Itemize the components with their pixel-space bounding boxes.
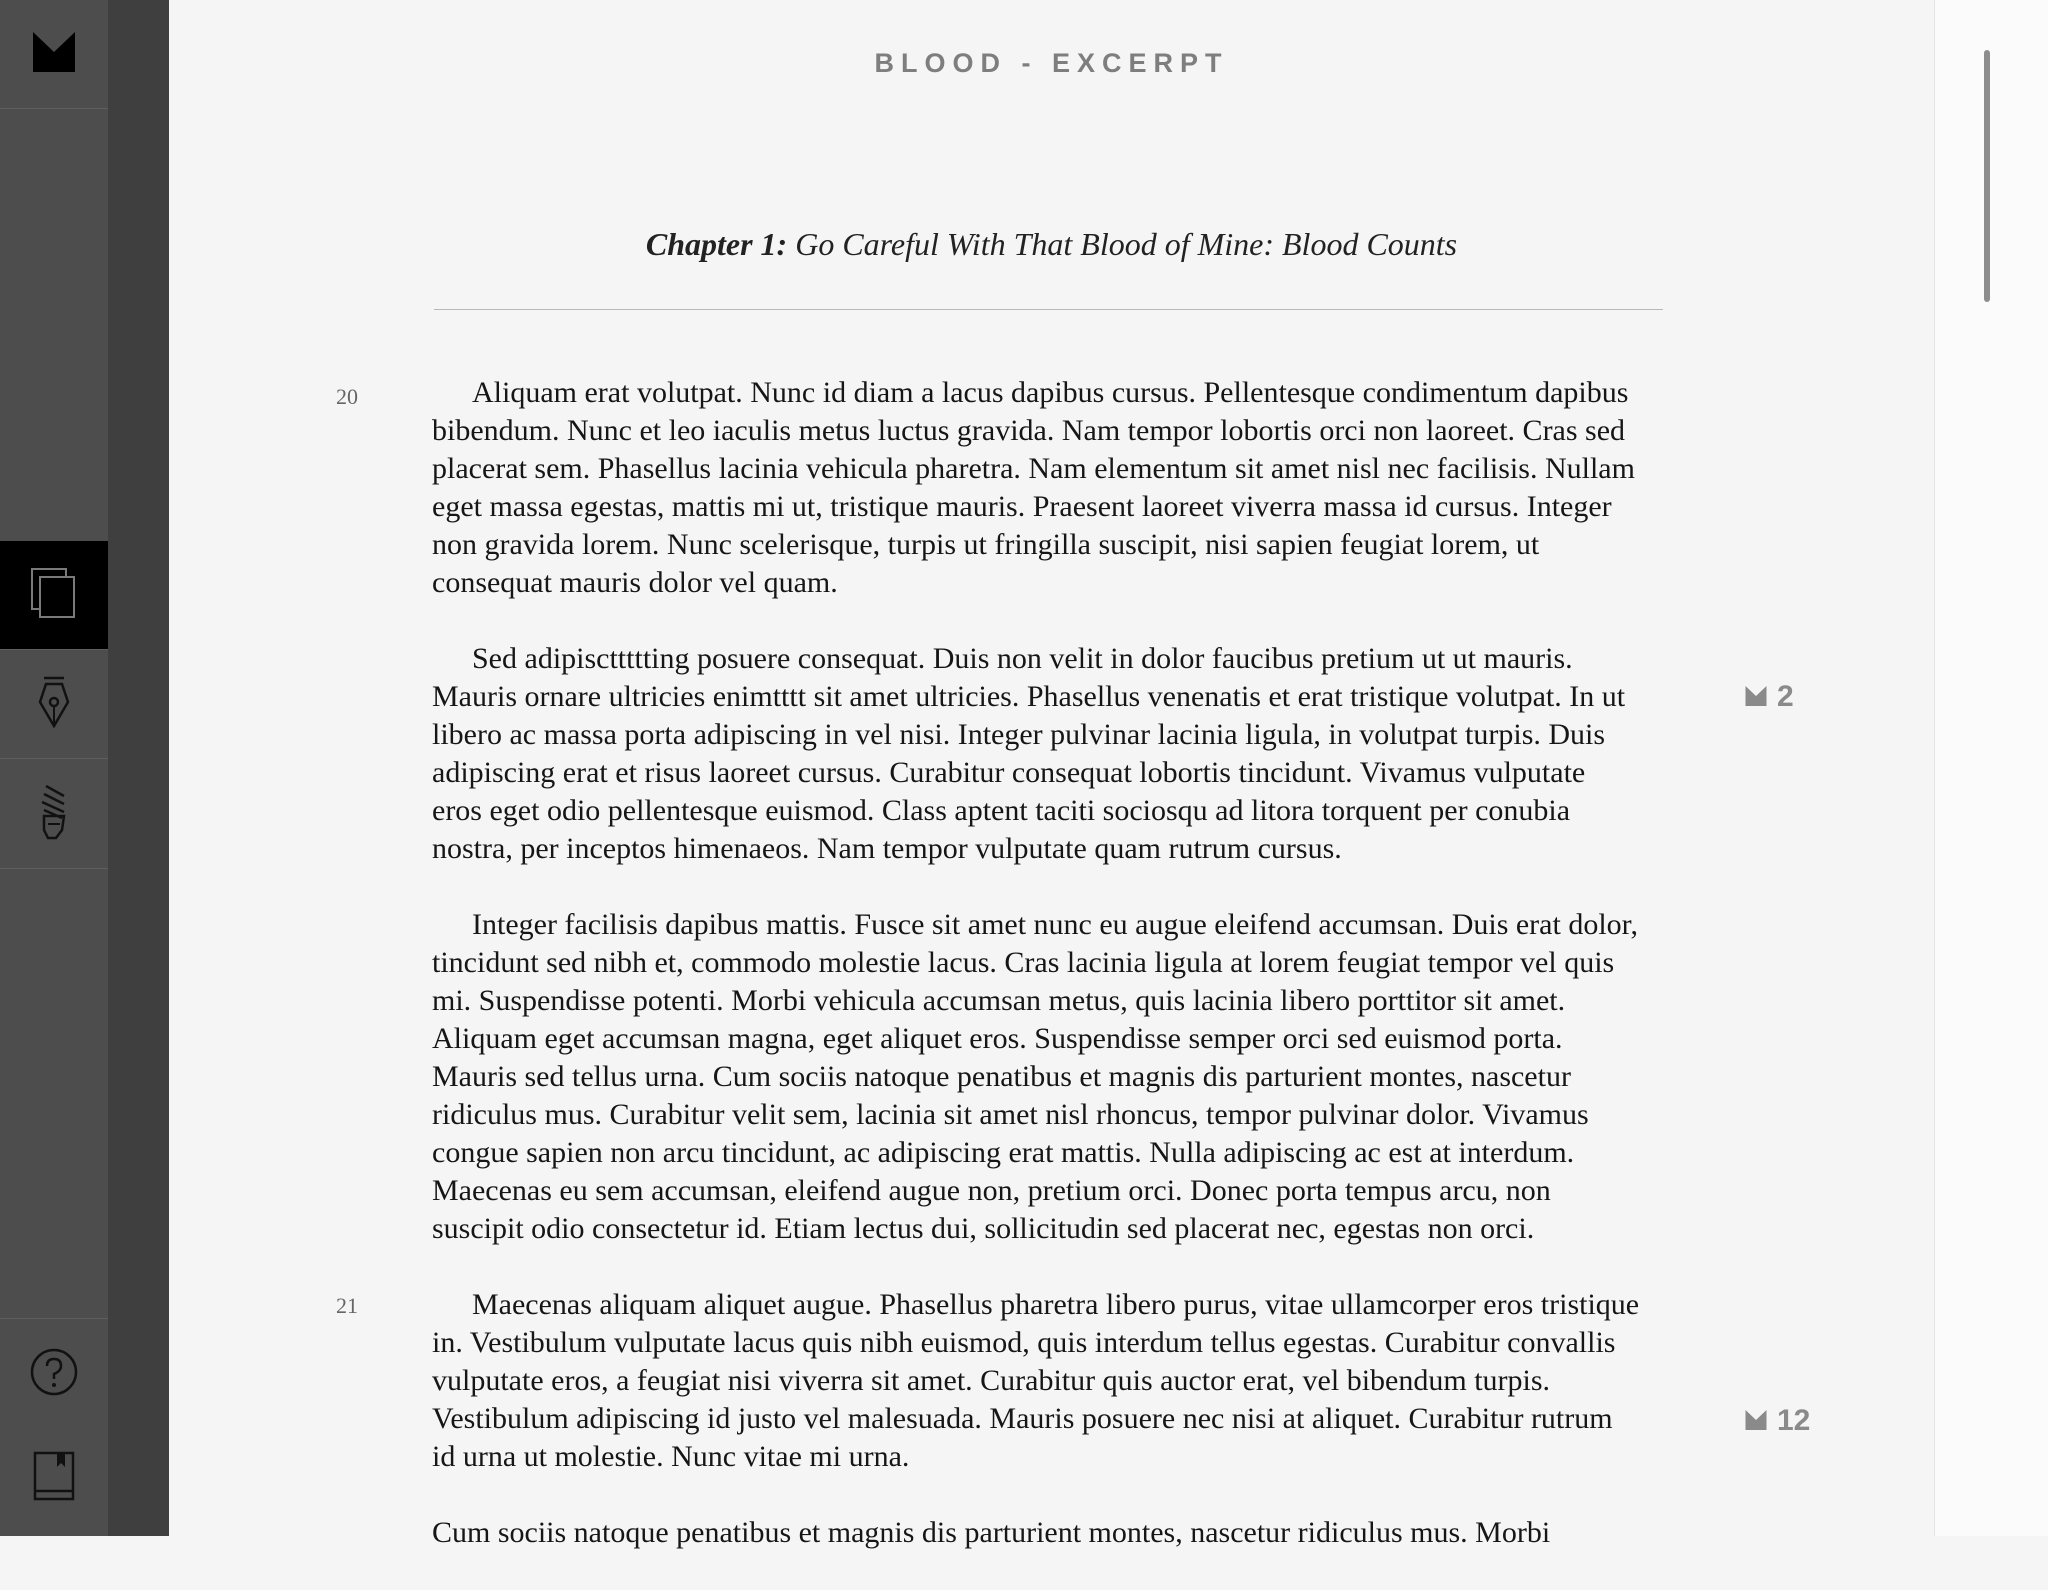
header-divider [434,309,1663,310]
paragraph [432,374,1664,602]
text-line: suscipit odio consectetur id. Etiam lectus dui, sollicitudin sed placerat nec, egestas non orci. [432,1212,1535,1245]
text-line: Vestibulum adipiscing id justo vel malesuada. Mauris posuere nec nisi at aliquet. Curabitur rutrum [432,1402,1613,1435]
pages-icon [30,567,78,624]
text-line: mi. Suspendisse potenti. Morbi vehicula accumsan metus, quis lacinia libero porttitor sit amet. [432,984,1566,1017]
logo-button[interactable] [0,0,108,108]
rail-divider [0,108,108,109]
text-line: adipiscing erat et risus laoreet cursus. Curabitur consequat lobortis tincidunt. Vivamus vulputate [432,756,1586,789]
chapter-heading [169,226,1934,263]
rail-divider [0,868,108,869]
hands-icon [34,782,74,847]
help-icon [29,1347,79,1402]
help-button[interactable] [0,1330,108,1418]
text-line: Maecenas eu sem accumsan, eleifend augue non, pretium orci. Donec porta tempus arcu, non [432,1174,1551,1207]
library-button[interactable] [0,1430,108,1526]
text-line: nostra, per inceptos himenaeos. Nam tempor vulputate quam rutrum cursus. [432,832,1342,865]
text-line: Integer facilisis dapibus mattis. Fusce sit amet nunc eu augue eleifend accumsan. Duis erat dolor, [472,908,1638,941]
text-line: ridiculus mus. Curabitur velit sem, lacinia sit amet nisl rhoncus, tempor pulvinar dolor. Vivamus [432,1098,1589,1131]
paragraph-number: 21 [336,1293,358,1318]
scrollbar-thumb[interactable] [1984,50,1990,302]
rail-divider [0,1318,108,1319]
paragraph-number: 20 [336,384,358,409]
comment-logo-icon [1745,1404,1767,1438]
rail-shadow-strip [108,0,169,1536]
text-line: Mauris ornare ultricies enimtttt sit amet ultricies. Phasellus venenatis et erat tristique volutpat. In ut [432,680,1626,713]
text-line: tincidunt sed nibh et, commodo molestie lacus. Cras lacinia ligula at lorem feugiat tempor vel quis [432,946,1615,979]
text-line: id urna ut molestie. Nunc vitae mi urna. [432,1440,910,1473]
text-line: vulputate eros, a feugiat nisi viverra sit amet. Curabitur quis auctor erat, vel bibendum turpis. [432,1364,1551,1397]
paragraph [432,1514,1664,1552]
right-margin [1934,0,2048,1536]
text-line: non gravida lorem. Nunc scelerisque, turpis ut fringilla suscipit, nisi sapien feugiat lorem, ut [432,528,1540,561]
text-line: congue sapien non arcu tincidunt, ac adipiscing erat mattis. Nulla adipiscing ac est at interdum. [432,1136,1575,1169]
nav-rail [0,0,108,1536]
text-line: consequat mauris dolor vel quam. [432,566,838,599]
text-line: libero ac massa porta adipiscing in vel nisi. Integer pulvinar lacinia ligula, in volutpat turpis. Duis [432,718,1606,751]
text-line: Mauris sed tellus urna. Cum sociis natoque penatibus et magnis dis parturient montes, nascetur [432,1060,1571,1093]
text-line: eget massa egestas, mattis mi ut, tristique mauris. Praesent laoreet viverra massa id cursus. Integer [432,490,1612,523]
document-body [432,374,1664,1590]
nav-write-button[interactable] [0,650,108,758]
text-line: Aliquam eget accumsan magna, eget aliquet eros. Suspendisse semper orci sed euismod porta. [432,1022,1563,1055]
nav-community-button[interactable] [0,760,108,868]
comment-count: 2 [1777,680,1794,713]
brand-logo-icon [33,32,75,77]
paragraph [432,640,1664,868]
comment-count-badge[interactable] [1745,680,1794,714]
text-line: bibendum. Nunc et leo iaculis metus luctus gravida. Nam tempor lobortis orci non laoreet. Cras sed [432,414,1626,447]
comment-count-badge[interactable] [1745,1404,1810,1438]
text-line: eros eget odio pellentesque euismod. Class aptent taciti sociosqu ad litora torquent per conubia [432,794,1571,827]
nav-pages-button[interactable] [0,541,108,649]
document-title: BLOOD - EXCERPT [874,48,1229,78]
comment-logo-icon [1745,680,1767,714]
paragraph [432,1286,1664,1476]
text-line: Sed adipiscttttting posuere consequat. Duis non velit in dolor faucibus pretium ut ut mauris. [472,642,1573,675]
comment-count: 12 [1777,1404,1811,1437]
text-line: in. Vestibulum vulputate lacus quis nibh euismod, quis interdum tellus egestas. Curabitur convallis [432,1326,1616,1359]
text-line: Maecenas aliquam aliquet augue. Phasellus pharetra libero purus, vitae ullamcorper eros tristique [472,1288,1640,1321]
chapter-label: Chapter 1: [645,226,788,262]
paragraph [432,906,1664,1248]
chapter-title: Go Careful With That Blood of Mine: Blood Counts [795,226,1458,262]
text-line: Aliquam erat volutpat. Nunc id diam a lacus dapibus cursus. Pellentesque condimentum dapibus [472,376,1629,409]
pen-nib-icon [34,674,74,735]
rail-divider [0,758,108,759]
bookmark-book-icon [33,1451,75,1506]
text-line: placerat sem. Phasellus lacinia vehicula pharetra. Nam elementum sit amet nisl nec facilisis. Nullam [432,452,1635,485]
text-line: Cum sociis natoque penatibus et magnis dis parturient montes, nascetur ridiculus mus. Morbi [432,1516,1551,1549]
